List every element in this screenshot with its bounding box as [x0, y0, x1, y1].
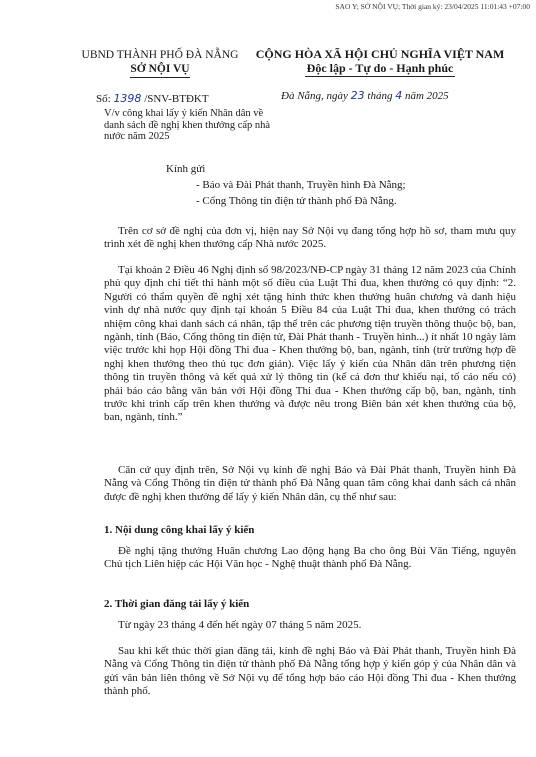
date-month-label: tháng	[364, 90, 396, 102]
date-prefix: Đà Nẵng, ngày	[281, 90, 351, 102]
document-date	[281, 89, 449, 102]
recipient-item: - Cổng Thông tin điện tử thành phố Đà Nẵng.	[196, 195, 397, 207]
section-heading: 1. Nội dung công khai lấy ý kiến	[104, 524, 255, 536]
request-paragraph: Căn cứ quy định trên, Sở Nội vụ kính đề nghị Báo và Đài Phát thanh, Truyền hình Đà Nẵng và Cổng Thông tin điện tử thành phố Đà Nẵng quan tâm công khai danh sách cá nhân được đề nghị khen thưởng để lấy ý kiến Nhân dân, cụ thể như sau:	[104, 464, 516, 503]
agency-underline	[130, 77, 190, 78]
document-number	[96, 92, 209, 105]
section-heading: 2. Thời gian đăng tải lấy ý kiến	[104, 598, 250, 610]
section-content: Từ ngày 23 tháng 4 đến hết ngày 07 tháng 5 năm 2025.	[118, 619, 362, 631]
closing-paragraph: Sau khi kết thúc thời gian đăng tải, kính đề nghị Báo và Đài Phát thanh, Truyền hình Đà Nẵng và Cổng Thông tin điện tử thành phố Đà Nẵng tổng hợp ý kiến góp ý của Nhân dân và gửi văn bản liên thông về Sở Nội vụ để tổng hợp báo cáo Hội đồng Thi đua - Khen thưởng thành phố.	[104, 645, 516, 698]
doc-number-prefix: Số:	[96, 93, 114, 105]
date-month: 4	[395, 89, 403, 102]
document-subject: V/v công khai lấy ý kiến Nhân dân về danh sách đề nghị khen thưởng cấp nhà nước năm 2025	[104, 108, 271, 142]
nation-name: CỘNG HÒA XÃ HỘI CHỦ NGHĨA VIỆT NAM	[255, 47, 505, 61]
national-motto: Độc lập - Tự do - Hạnh phúc	[306, 61, 454, 75]
date-year: năm 2025	[402, 90, 449, 102]
date-day: 23	[350, 89, 365, 102]
legal-citation-paragraph: Tại khoản 2 Điều 46 Nghị định số 98/2023/NĐ-CP ngày 31 tháng 12 năm 2023 của Chính phủ quy định chi tiết thi hành một số điều của Luật Thi đua, khen thưởng có quy định: “2. Người có thẩm quyền đề nghị xét tặng hình thức khen thưởng huân chương và danh hiệu vinh dự nhà nước quy định tại khoản 5 Điều 84 của Luật Thi đua, khen thưởng có trách nhiệm công khai danh sách cá nhân, tập thể trên các phương tiện truyền thông thuộc bộ, ban, ngành, tỉnh (Báo, Cổng thông tin điện tử, Đài Phát thanh - Truyền hình...) ít nhất 10 ngày làm việc trước khi họp Hội đồng Thi đua - Khen thưởng bộ, ban, ngành, tỉnh (trừ trường hợp đề nghị khen thưởng theo thủ tục đơn giản). Việc lấy ý kiến của Nhân dân trên phương tiện thông tin truyền thông và kết quả xử lý thông tin (kể cả đơn thư khiếu nại, tố cáo nếu có) phải báo cáo bằng văn bản với Hội đồng Thi đua - Khen thưởng cấp bộ, ban, ngành, tỉnh trước khi trình cấp trên khen thưởng và được nêu trong Biên bản xét khen thưởng của bộ, ban, ngành, tỉnh.”	[104, 264, 516, 424]
section-content: Đề nghị tặng thưởng Huân chương Lao động hạng Ba cho ông Bùi Văn Tiếng, nguyên Chủ tịch Liên hiệp các Hội Văn học - Nghệ thuật thành phố Đà Nẵng.	[104, 545, 516, 571]
national-header	[250, 47, 510, 77]
body-paragraph: Trên cơ sở đề nghị của đơn vị, hiện nay Sở Nội vụ đang tổng hợp hồ sơ, tham mưu quy trình xét đề nghị khen thưởng cấp Nhà nước 2025.	[104, 225, 516, 251]
digital-signature-stamp: SAO Y; SỞ NỘI VỤ; Thời gian ký: 23/04/2025 11:01:43 +07:00	[335, 2, 530, 11]
doc-number-suffix: /SNV-BTĐKT	[141, 93, 209, 105]
greeting-label: Kính gửi	[166, 163, 206, 175]
issuing-agency	[60, 48, 260, 78]
agency-name: SỞ NỘI VỤ	[130, 63, 190, 75]
motto-underline	[305, 76, 455, 77]
doc-number-handwritten: 1398	[113, 92, 142, 105]
agency-parent: UBND THÀNH PHỐ ĐÀ NẴNG	[81, 49, 239, 61]
recipient-item: - Báo và Đài Phát thanh, Truyền hình Đà Nẵng;	[196, 179, 406, 191]
